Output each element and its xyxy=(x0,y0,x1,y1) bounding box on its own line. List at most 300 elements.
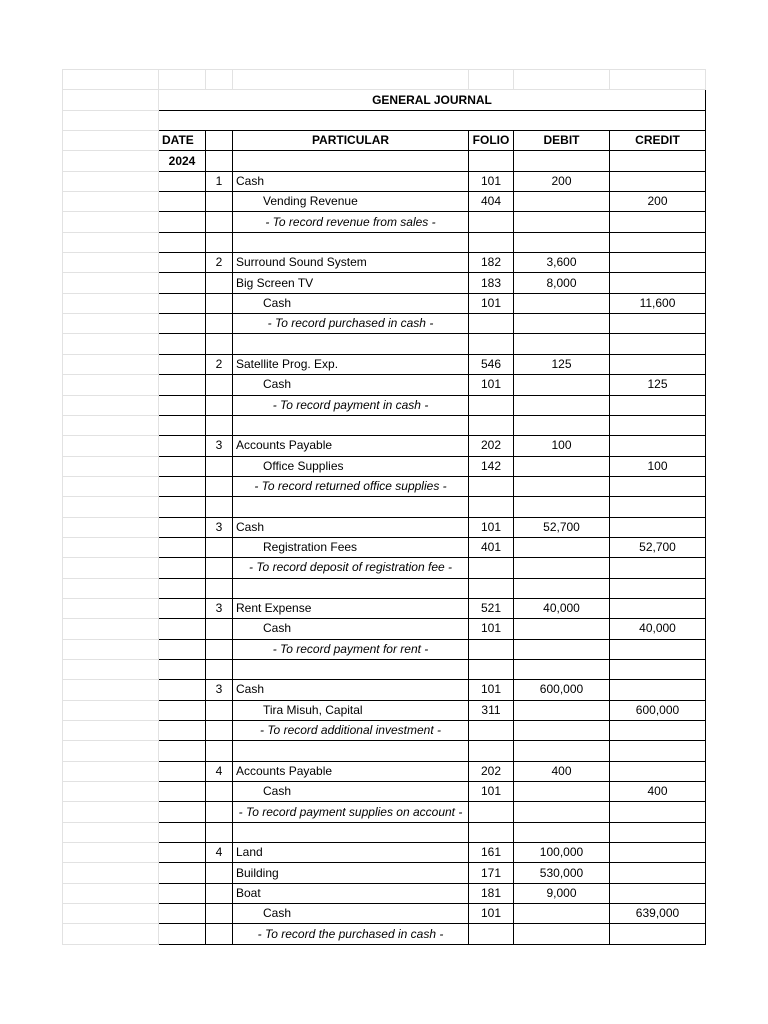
date-cell[interactable] xyxy=(159,700,206,720)
folio-cell[interactable] xyxy=(469,802,514,822)
folio-cell[interactable] xyxy=(469,476,514,496)
date-cell[interactable] xyxy=(159,558,206,578)
empty-row xyxy=(63,70,706,90)
folio-cell[interactable] xyxy=(469,212,514,232)
table-row xyxy=(63,293,706,313)
row-header-cell[interactable] xyxy=(63,354,159,374)
date-cell[interactable] xyxy=(159,517,206,537)
day-cell[interactable] xyxy=(206,721,233,741)
particular-cell[interactable]: Cash xyxy=(233,619,469,639)
row-header-cell[interactable] xyxy=(63,253,159,273)
row-header-cell[interactable] xyxy=(63,883,159,903)
particular-cell[interactable] xyxy=(233,232,469,252)
table-row xyxy=(63,334,706,354)
debit-cell[interactable] xyxy=(514,375,610,395)
day-cell[interactable] xyxy=(206,802,233,822)
row-header-cell[interactable] xyxy=(63,212,159,232)
row-header-cell[interactable] xyxy=(63,192,159,212)
folio-cell[interactable]: 171 xyxy=(469,863,514,883)
row-header-cell[interactable] xyxy=(63,924,159,944)
debit-cell[interactable] xyxy=(514,395,610,415)
credit-cell[interactable] xyxy=(610,843,706,863)
particular-cell[interactable]: Building xyxy=(233,863,469,883)
folio-cell[interactable]: 404 xyxy=(469,192,514,212)
header-credit[interactable]: CREDIT xyxy=(610,131,706,151)
row-header-cell[interactable] xyxy=(63,619,159,639)
date-cell[interactable] xyxy=(159,741,206,761)
particular-cell[interactable]: - To record payment supplies on account - xyxy=(233,802,469,822)
table-row xyxy=(63,659,706,679)
folio-cell[interactable] xyxy=(469,741,514,761)
debit-cell[interactable] xyxy=(514,700,610,720)
row-header-cell[interactable] xyxy=(63,293,159,313)
debit-cell[interactable]: 100,000 xyxy=(514,843,610,863)
particular-cell[interactable] xyxy=(233,822,469,842)
header-folio[interactable]: FOLIO xyxy=(469,131,514,151)
credit-cell[interactable] xyxy=(610,497,706,517)
folio-cell[interactable]: 521 xyxy=(469,598,514,618)
day-cell[interactable] xyxy=(206,639,233,659)
folio-cell[interactable]: 101 xyxy=(469,904,514,924)
folio-cell[interactable]: 311 xyxy=(469,700,514,720)
debit-cell[interactable]: 52,700 xyxy=(514,517,610,537)
debit-cell[interactable]: 125 xyxy=(514,354,610,374)
debit-cell[interactable]: 200 xyxy=(514,171,610,191)
row-header-cell[interactable] xyxy=(63,721,159,741)
particular-cell[interactable]: - To record payment for rent - xyxy=(233,639,469,659)
credit-cell[interactable] xyxy=(610,883,706,903)
particular-cell[interactable]: Cash xyxy=(233,680,469,700)
date-cell[interactable] xyxy=(159,721,206,741)
row-header-cell[interactable] xyxy=(63,232,159,252)
date-cell[interactable] xyxy=(159,171,206,191)
debit-cell[interactable]: 9,000 xyxy=(514,883,610,903)
date-cell[interactable] xyxy=(159,456,206,476)
day-cell[interactable] xyxy=(206,558,233,578)
debit-cell[interactable] xyxy=(514,924,610,944)
debit-cell[interactable] xyxy=(514,497,610,517)
table-row xyxy=(63,843,706,863)
debit-cell[interactable] xyxy=(514,476,610,496)
day-cell[interactable] xyxy=(206,192,233,212)
row-header-cell[interactable] xyxy=(63,578,159,598)
row-header-cell[interactable] xyxy=(63,375,159,395)
day-cell[interactable] xyxy=(206,782,233,802)
header-particular[interactable]: PARTICULAR xyxy=(233,131,469,151)
table-row xyxy=(63,598,706,618)
table-row xyxy=(63,822,706,842)
debit-cell[interactable] xyxy=(514,293,610,313)
row-header-cell[interactable] xyxy=(63,659,159,679)
debit-cell[interactable]: 400 xyxy=(514,761,610,781)
day-cell[interactable]: 4 xyxy=(206,761,233,781)
table-row xyxy=(63,639,706,659)
credit-cell[interactable] xyxy=(610,822,706,842)
day-cell[interactable]: 1 xyxy=(206,171,233,191)
header-debit[interactable]: DEBIT xyxy=(514,131,610,151)
folio-cell[interactable]: 101 xyxy=(469,375,514,395)
table-row xyxy=(63,415,706,435)
particular-cell[interactable]: - To record revenue from sales - xyxy=(233,212,469,232)
row-header-cell[interactable] xyxy=(63,782,159,802)
row-header-cell[interactable] xyxy=(63,822,159,842)
date-cell[interactable] xyxy=(159,395,206,415)
date-cell[interactable] xyxy=(159,192,206,212)
row-header-cell[interactable] xyxy=(63,680,159,700)
folio-cell[interactable]: 202 xyxy=(469,761,514,781)
particular-cell[interactable]: Accounts Payable xyxy=(233,761,469,781)
date-cell[interactable] xyxy=(159,863,206,883)
debit-cell[interactable]: 100 xyxy=(514,436,610,456)
day-cell[interactable] xyxy=(206,904,233,924)
credit-cell[interactable] xyxy=(610,578,706,598)
date-cell[interactable] xyxy=(159,843,206,863)
day-cell[interactable] xyxy=(206,700,233,720)
credit-cell[interactable]: 639,000 xyxy=(610,904,706,924)
date-cell[interactable] xyxy=(159,537,206,557)
particular-cell[interactable]: - To record payment in cash - xyxy=(233,395,469,415)
row-header-cell[interactable] xyxy=(63,334,159,354)
credit-cell[interactable] xyxy=(610,741,706,761)
particular-cell[interactable]: - To record purchased in cash - xyxy=(233,314,469,334)
day-cell[interactable]: 2 xyxy=(206,253,233,273)
folio-cell[interactable] xyxy=(469,639,514,659)
folio-cell[interactable] xyxy=(469,395,514,415)
folio-cell[interactable] xyxy=(469,924,514,944)
folio-cell[interactable]: 101 xyxy=(469,619,514,639)
row-header-cell[interactable] xyxy=(63,863,159,883)
date-cell[interactable] xyxy=(159,293,206,313)
folio-cell[interactable]: 101 xyxy=(469,517,514,537)
row-header-cell[interactable] xyxy=(63,802,159,822)
credit-cell[interactable]: 600,000 xyxy=(610,700,706,720)
debit-cell[interactable] xyxy=(514,822,610,842)
table-row xyxy=(63,456,706,476)
day-cell[interactable] xyxy=(206,415,233,435)
debit-cell[interactable] xyxy=(514,314,610,334)
folio-cell[interactable] xyxy=(469,232,514,252)
folio-cell[interactable] xyxy=(469,822,514,842)
folio-cell[interactable]: 401 xyxy=(469,537,514,557)
particular-cell[interactable]: Big Screen TV xyxy=(233,273,469,293)
day-cell[interactable] xyxy=(206,741,233,761)
header-row xyxy=(63,131,706,151)
day-cell[interactable] xyxy=(206,212,233,232)
debit-cell[interactable] xyxy=(514,334,610,354)
credit-cell[interactable] xyxy=(610,517,706,537)
particular-cell[interactable]: - To record returned office supplies - xyxy=(233,476,469,496)
date-cell[interactable] xyxy=(159,883,206,903)
table-row xyxy=(63,273,706,293)
date-cell[interactable] xyxy=(159,375,206,395)
row-header-cell[interactable] xyxy=(63,456,159,476)
date-cell[interactable] xyxy=(159,232,206,252)
row-header-cell[interactable] xyxy=(63,415,159,435)
folio-cell[interactable]: 101 xyxy=(469,171,514,191)
folio-cell[interactable] xyxy=(469,659,514,679)
debit-cell[interactable]: 600,000 xyxy=(514,680,610,700)
day-cell[interactable]: 3 xyxy=(206,517,233,537)
date-cell[interactable] xyxy=(159,334,206,354)
particular-cell[interactable]: Surround Sound System xyxy=(233,253,469,273)
date-cell[interactable] xyxy=(159,639,206,659)
debit-cell[interactable] xyxy=(514,537,610,557)
debit-cell[interactable] xyxy=(514,659,610,679)
row-header-cell[interactable] xyxy=(63,171,159,191)
particular-cell[interactable]: - To record deposit of registration fee - xyxy=(233,558,469,578)
credit-cell[interactable] xyxy=(610,314,706,334)
credit-cell[interactable] xyxy=(610,924,706,944)
credit-cell[interactable]: 125 xyxy=(610,375,706,395)
day-cell[interactable] xyxy=(206,334,233,354)
particular-cell[interactable] xyxy=(233,334,469,354)
row-header-cell[interactable] xyxy=(63,436,159,456)
date-cell[interactable] xyxy=(159,415,206,435)
date-cell[interactable] xyxy=(159,212,206,232)
row-header-cell[interactable] xyxy=(63,700,159,720)
particular-cell[interactable]: Boat xyxy=(233,883,469,903)
day-cell[interactable] xyxy=(206,232,233,252)
debit-cell[interactable] xyxy=(514,558,610,578)
credit-cell[interactable] xyxy=(610,253,706,273)
row-header-cell[interactable] xyxy=(63,497,159,517)
particular-cell[interactable]: Rent Expense xyxy=(233,598,469,618)
debit-cell[interactable] xyxy=(514,639,610,659)
particular-cell[interactable]: - To record the purchased in cash - xyxy=(233,924,469,944)
particular-cell[interactable]: Tira Misuh, Capital xyxy=(233,700,469,720)
day-cell[interactable] xyxy=(206,924,233,944)
folio-cell[interactable] xyxy=(469,721,514,741)
table-row xyxy=(63,253,706,273)
folio-cell[interactable]: 546 xyxy=(469,354,514,374)
particular-cell[interactable]: Cash xyxy=(233,375,469,395)
credit-cell[interactable] xyxy=(610,354,706,374)
credit-cell[interactable] xyxy=(610,598,706,618)
day-cell[interactable]: 2 xyxy=(206,354,233,374)
date-cell[interactable] xyxy=(159,659,206,679)
day-cell[interactable] xyxy=(206,883,233,903)
credit-cell[interactable]: 40,000 xyxy=(610,619,706,639)
row-header-cell[interactable] xyxy=(63,598,159,618)
folio-cell[interactable]: 181 xyxy=(469,883,514,903)
day-cell[interactable] xyxy=(206,497,233,517)
row-header-cell[interactable] xyxy=(63,558,159,578)
credit-cell[interactable] xyxy=(610,680,706,700)
debit-cell[interactable]: 40,000 xyxy=(514,598,610,618)
credit-cell[interactable] xyxy=(610,232,706,252)
credit-cell[interactable] xyxy=(610,659,706,679)
debit-cell[interactable] xyxy=(514,456,610,476)
debit-cell[interactable] xyxy=(514,782,610,802)
debit-cell[interactable] xyxy=(514,619,610,639)
row-header-cell[interactable] xyxy=(63,517,159,537)
folio-cell[interactable] xyxy=(469,558,514,578)
date-cell[interactable] xyxy=(159,253,206,273)
folio-cell[interactable]: 101 xyxy=(469,680,514,700)
table-row xyxy=(63,619,706,639)
day-cell[interactable]: 4 xyxy=(206,843,233,863)
date-cell[interactable] xyxy=(159,273,206,293)
day-cell[interactable]: 3 xyxy=(206,680,233,700)
folio-cell[interactable]: 101 xyxy=(469,782,514,802)
folio-cell[interactable]: 202 xyxy=(469,436,514,456)
debit-cell[interactable] xyxy=(514,802,610,822)
credit-cell[interactable]: 100 xyxy=(610,456,706,476)
title-row xyxy=(63,90,706,110)
debit-cell[interactable] xyxy=(514,192,610,212)
credit-cell[interactable] xyxy=(610,436,706,456)
day-cell[interactable] xyxy=(206,314,233,334)
day-cell[interactable] xyxy=(206,578,233,598)
date-cell[interactable] xyxy=(159,761,206,781)
folio-cell[interactable]: 101 xyxy=(469,293,514,313)
particular-cell[interactable]: Registration Fees xyxy=(233,537,469,557)
table-row xyxy=(63,314,706,334)
table-row xyxy=(63,232,706,252)
row-header-cell[interactable] xyxy=(63,314,159,334)
folio-cell[interactable]: 161 xyxy=(469,843,514,863)
folio-cell[interactable] xyxy=(469,415,514,435)
day-cell[interactable] xyxy=(206,822,233,842)
credit-cell[interactable]: 400 xyxy=(610,782,706,802)
date-cell[interactable] xyxy=(159,924,206,944)
row-header-cell[interactable] xyxy=(63,761,159,781)
particular-cell[interactable]: Cash xyxy=(233,904,469,924)
debit-cell[interactable] xyxy=(514,741,610,761)
folio-cell[interactable]: 182 xyxy=(469,253,514,273)
table-row xyxy=(63,497,706,517)
credit-cell[interactable] xyxy=(610,802,706,822)
date-cell[interactable] xyxy=(159,476,206,496)
year-cell[interactable]: 2024 xyxy=(159,151,206,171)
particular-cell[interactable] xyxy=(233,659,469,679)
table-row xyxy=(63,802,706,822)
table-row xyxy=(63,863,706,883)
day-cell[interactable]: 3 xyxy=(206,598,233,618)
date-cell[interactable] xyxy=(159,619,206,639)
particular-cell[interactable] xyxy=(233,578,469,598)
folio-cell[interactable]: 142 xyxy=(469,456,514,476)
table-row xyxy=(63,476,706,496)
day-cell[interactable] xyxy=(206,456,233,476)
credit-cell[interactable] xyxy=(610,212,706,232)
row-header-cell[interactable] xyxy=(63,904,159,924)
date-cell[interactable] xyxy=(159,822,206,842)
day-cell[interactable] xyxy=(206,293,233,313)
date-cell[interactable] xyxy=(159,354,206,374)
table-row xyxy=(63,782,706,802)
credit-cell[interactable]: 200 xyxy=(610,192,706,212)
debit-cell[interactable] xyxy=(514,721,610,741)
date-cell[interactable] xyxy=(159,436,206,456)
particular-cell[interactable] xyxy=(233,741,469,761)
particular-cell[interactable] xyxy=(233,497,469,517)
row-header-cell[interactable] xyxy=(63,273,159,293)
credit-cell[interactable] xyxy=(610,171,706,191)
credit-cell[interactable] xyxy=(610,558,706,578)
particular-cell[interactable]: Satellite Prog. Exp. xyxy=(233,354,469,374)
particular-cell[interactable]: Accounts Payable xyxy=(233,436,469,456)
table-row xyxy=(63,354,706,374)
particular-cell[interactable]: Cash xyxy=(233,293,469,313)
debit-cell[interactable]: 8,000 xyxy=(514,273,610,293)
credit-cell[interactable] xyxy=(610,334,706,354)
folio-cell[interactable] xyxy=(469,578,514,598)
day-cell[interactable]: 3 xyxy=(206,436,233,456)
table-row xyxy=(63,558,706,578)
day-cell[interactable] xyxy=(206,476,233,496)
date-cell[interactable] xyxy=(159,598,206,618)
credit-cell[interactable]: 11,600 xyxy=(610,293,706,313)
debit-cell[interactable] xyxy=(514,578,610,598)
particular-cell[interactable]: Cash xyxy=(233,782,469,802)
day-cell[interactable] xyxy=(206,659,233,679)
credit-cell[interactable] xyxy=(610,395,706,415)
particular-cell[interactable]: Vending Revenue xyxy=(233,192,469,212)
date-cell[interactable] xyxy=(159,314,206,334)
particular-cell[interactable]: Cash xyxy=(233,517,469,537)
day-cell[interactable] xyxy=(206,537,233,557)
journal-title[interactable]: GENERAL JOURNAL xyxy=(159,90,706,110)
particular-cell[interactable]: Land xyxy=(233,843,469,863)
day-cell[interactable] xyxy=(206,395,233,415)
table-row xyxy=(63,171,706,191)
day-cell[interactable] xyxy=(206,375,233,395)
date-cell[interactable] xyxy=(159,904,206,924)
credit-cell[interactable] xyxy=(610,863,706,883)
row-header-cell[interactable] xyxy=(63,537,159,557)
folio-cell[interactable] xyxy=(469,497,514,517)
folio-cell[interactable] xyxy=(469,334,514,354)
row-header-cell[interactable] xyxy=(63,476,159,496)
folio-cell[interactable] xyxy=(469,314,514,334)
credit-cell[interactable] xyxy=(610,761,706,781)
debit-cell[interactable] xyxy=(514,904,610,924)
date-cell[interactable] xyxy=(159,680,206,700)
row-header-cell[interactable] xyxy=(63,741,159,761)
particular-cell[interactable]: Cash xyxy=(233,171,469,191)
date-cell[interactable] xyxy=(159,578,206,598)
debit-cell[interactable] xyxy=(514,212,610,232)
day-cell[interactable] xyxy=(206,273,233,293)
particular-cell[interactable] xyxy=(233,415,469,435)
row-header-cell[interactable] xyxy=(63,639,159,659)
debit-cell[interactable]: 3,600 xyxy=(514,253,610,273)
year-row xyxy=(63,151,706,171)
day-cell[interactable] xyxy=(206,863,233,883)
date-cell[interactable] xyxy=(159,782,206,802)
date-cell[interactable] xyxy=(159,497,206,517)
folio-cell[interactable]: 183 xyxy=(469,273,514,293)
debit-cell[interactable]: 530,000 xyxy=(514,863,610,883)
debit-cell[interactable] xyxy=(514,232,610,252)
credit-cell[interactable] xyxy=(610,415,706,435)
debit-cell[interactable] xyxy=(514,415,610,435)
credit-cell[interactable] xyxy=(610,476,706,496)
row-header-cell[interactable] xyxy=(63,843,159,863)
credit-cell[interactable]: 52,700 xyxy=(610,537,706,557)
particular-cell[interactable]: - To record additional investment - xyxy=(233,721,469,741)
row-header-cell[interactable] xyxy=(63,395,159,415)
date-cell[interactable] xyxy=(159,802,206,822)
table-row xyxy=(63,517,706,537)
credit-cell[interactable] xyxy=(610,639,706,659)
particular-cell[interactable]: Office Supplies xyxy=(233,456,469,476)
day-cell[interactable] xyxy=(206,619,233,639)
header-date[interactable]: DATE xyxy=(159,131,206,151)
credit-cell[interactable] xyxy=(610,273,706,293)
credit-cell[interactable] xyxy=(610,721,706,741)
